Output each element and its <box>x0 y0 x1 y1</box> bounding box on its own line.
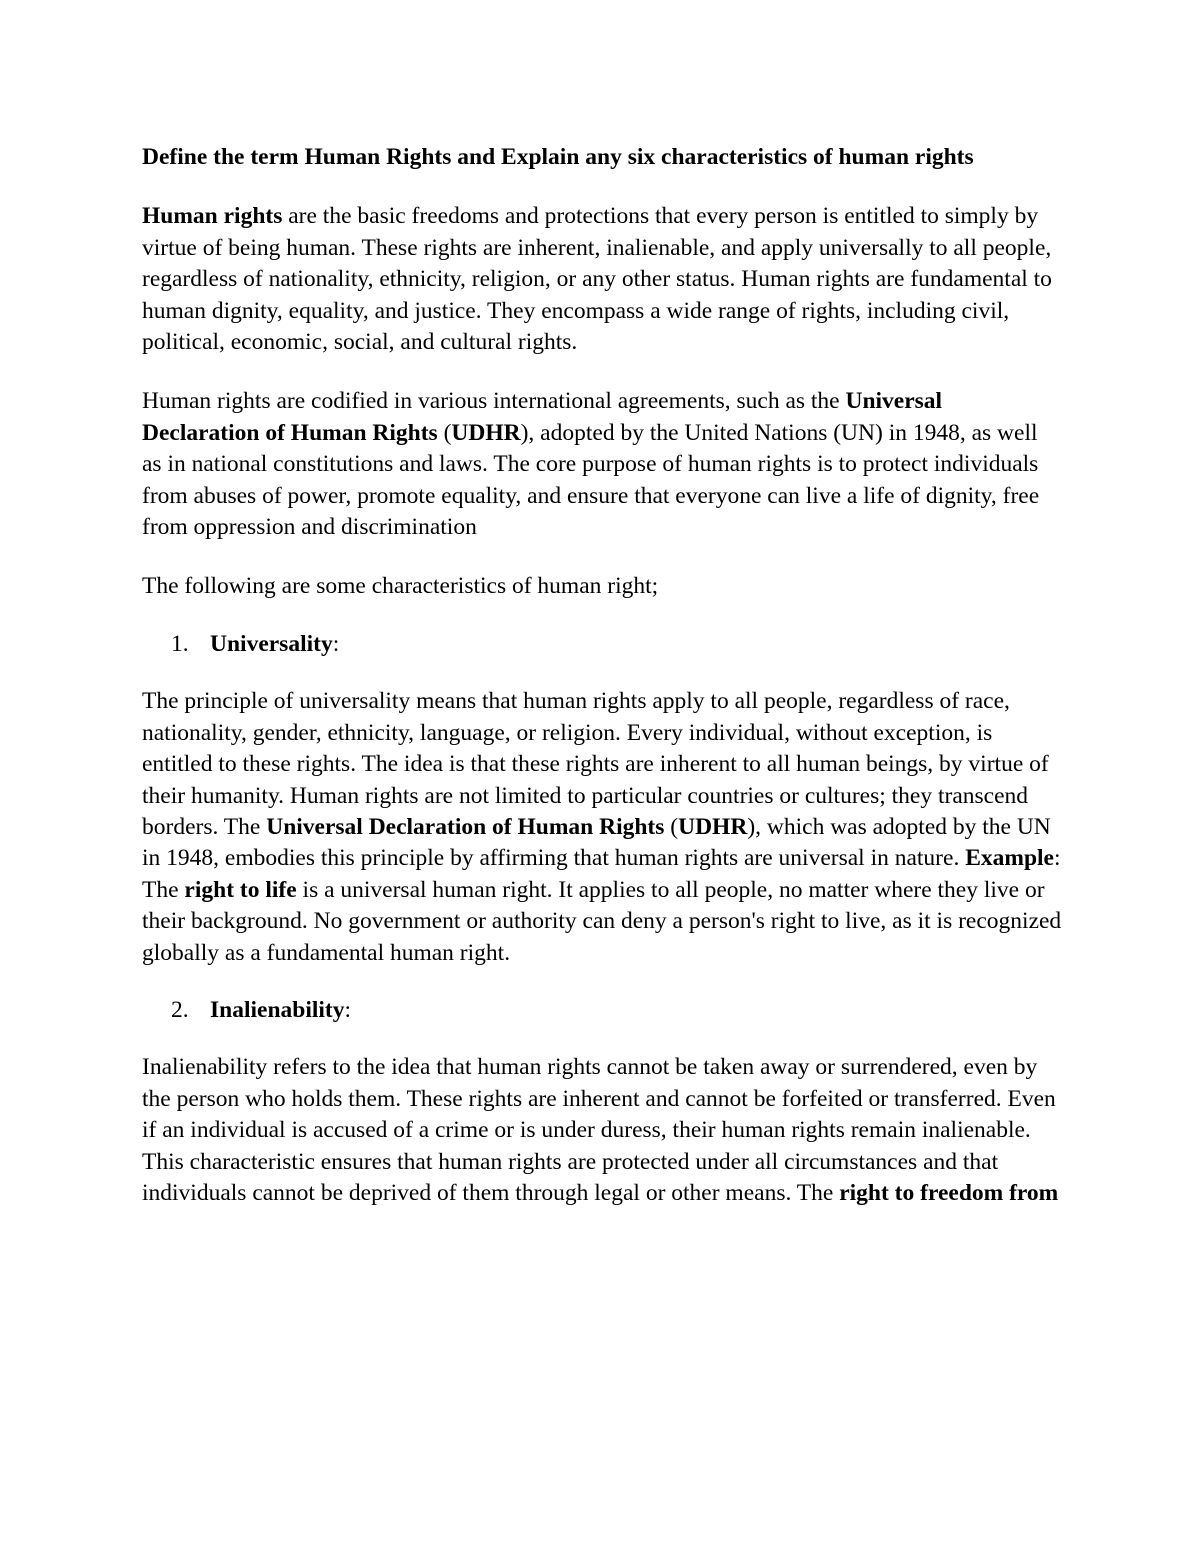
universality-paragraph <box>142 686 1062 969</box>
right-to-freedom-from: right to freedom from <box>839 1179 1059 1206</box>
inalienability-text-1: Inalienability refers to the idea that human rights cannot be taken away or surrendered, even by the person who holds them. These rights are inherent and cannot be forfeited or transferred. Even if an individual is accused of a crime or is under duress, their human rights remain inalienable. This characteristic ensures that human rights are protected under all circumstances and that individuals cannot be deprived of them through legal or other means. The <box>142 1054 1056 1206</box>
list-number: 1. <box>171 630 189 657</box>
inalienability-paragraph <box>142 1052 1062 1209</box>
list-item-universality <box>142 629 1062 660</box>
universality-text-4: : The <box>142 845 1061 903</box>
document-title: Define the term Human Rights and Explain any six characteristics of human rights <box>142 144 974 170</box>
udhr-abbrev: UDHR <box>451 419 521 446</box>
list-colon: : <box>344 996 352 1023</box>
example-label: Example <box>965 845 1054 872</box>
universality-text-1: The principle of universality means that human rights apply to all people, regardless of race, nationality, gender, ethnicity, language, or religion. Every individual, without exception, is entitled to these rights. The idea is that these rights are inherent to all human beings, by virtue of their humanity. Human rights are not limited to particular countries or cultures; they transcend borders. The <box>142 688 1049 840</box>
intro-text: are the basic freedoms and protections that every person is entitled to simply by virtue of being human. These rights are inherent, inalienable, and apply universally to all people, regardless of nationality, ethnicity, religion, or any other status. Human rights are fundamental to human dignity, equality, and justice. They encompass a wide range of rights, including civil, political, economic, social, and cultural rights. <box>142 203 1052 356</box>
right-to-life: right to life <box>184 876 297 903</box>
following-paragraph: The following are some characteristics of human right; <box>142 573 659 600</box>
document-page <box>142 142 1062 1209</box>
list-heading-text: Universality <box>210 630 333 657</box>
codified-text-2: ( <box>437 419 452 446</box>
list-item-inalienability <box>142 995 1062 1026</box>
udhr-abbrev: UDHR <box>678 813 748 840</box>
universality-text-3: ), which was adopted by the UN in 1948, embodies this principle by affirming that human rights are universal in nature. <box>142 813 1051 872</box>
universality-text-5: is a universal human right. It applies to all people, no matter where they live or their background. No government or authority can deny a person's right to live, as it is recognized globally as a fundamental human right. <box>142 876 1062 966</box>
intro-paragraph <box>142 201 1062 358</box>
list-number: 2. <box>171 996 189 1023</box>
list-colon: : <box>332 630 340 657</box>
udhr-name: Universal Declaration of Human Rights <box>142 388 943 446</box>
list-heading-text: Inalienability <box>210 996 345 1023</box>
universality-text-2: ( <box>664 813 679 840</box>
udhr-name: Universal Declaration of Human Rights <box>266 813 665 840</box>
codified-text-1: Human rights are codified in various international agreements, such as the <box>142 388 846 415</box>
codified-text-3: ), adopted by the United Nations (UN) in 1948, as well as in national constitutions and laws. The core purpose of human rights is to protect individuals from abuses of power, promote equality, and ensure that everyone can live a life of dignity, free from oppression and discrimination <box>142 419 1040 541</box>
codified-paragraph <box>142 386 1062 543</box>
intro-bold-lead: Human rights <box>142 203 283 230</box>
